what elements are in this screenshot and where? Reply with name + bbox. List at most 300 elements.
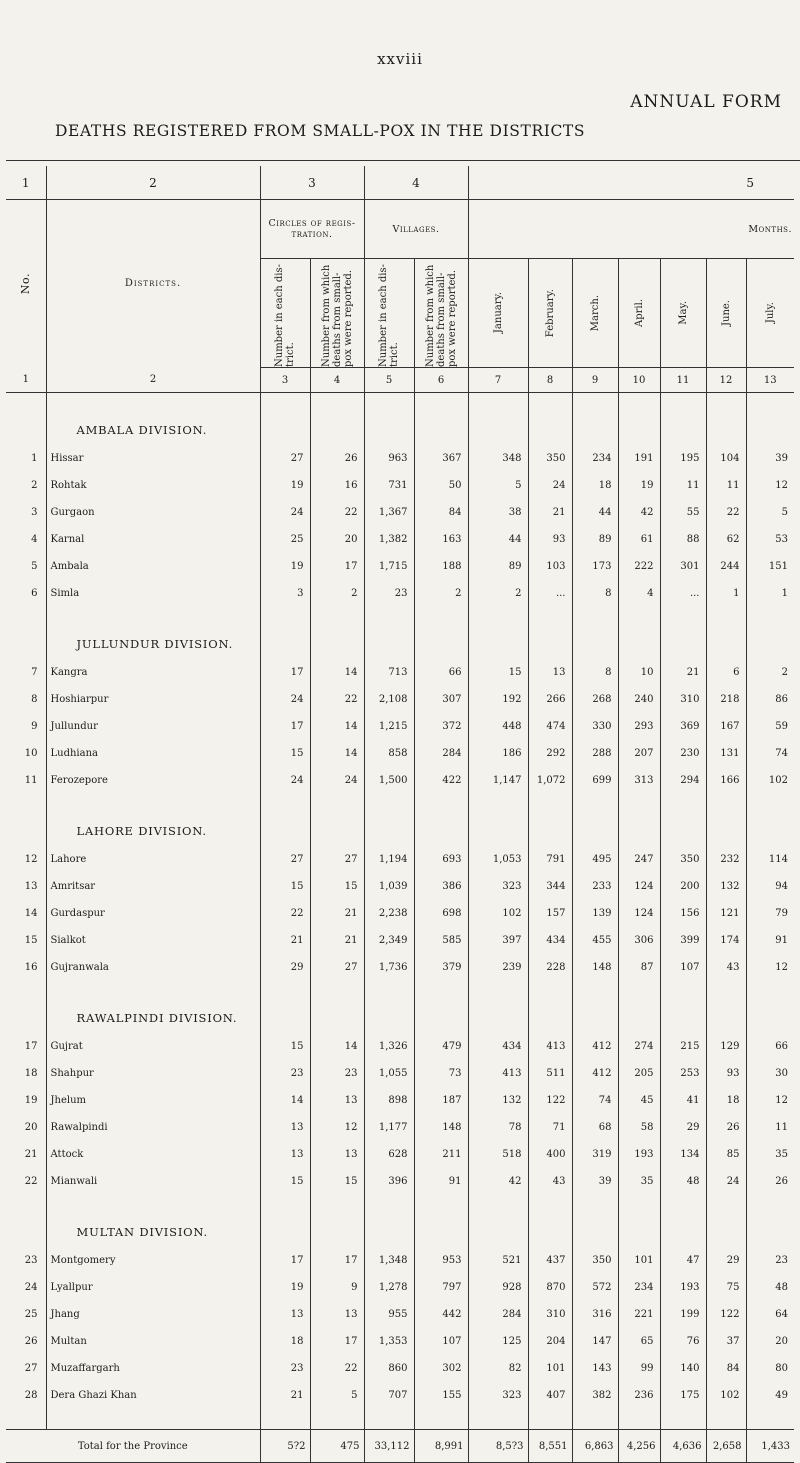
district-number: 19 [6,1087,46,1114]
district-name-text: Muzaffargarh [50,1363,120,1374]
value-cell: 963 [364,445,414,472]
value-cell: 422 [414,767,468,794]
month-value: 400 [528,1141,572,1168]
district-name-text: Montgomery [50,1255,116,1266]
district-name-text: Gujrat [50,1041,83,1052]
month-value: 48 [660,1168,706,1195]
spacer-cell [660,1409,706,1430]
division-spacer [414,794,468,846]
division-spacer [746,981,794,1033]
month-value: 8 [572,659,618,686]
district-number: 23 [6,1247,46,1274]
spacer-cell [414,1409,468,1430]
division-spacer [528,794,572,846]
month-value: 132 [468,1087,528,1114]
value-cell: 14 [310,740,364,767]
district-name [46,1301,260,1328]
month-value: 21 [660,659,706,686]
value-cell: 1,353 [364,1328,414,1355]
month-value: 207 [618,740,660,767]
value-cell: 9 [310,1274,364,1301]
month-value: 274 [618,1033,660,1060]
month-value: 292 [528,740,572,767]
value-cell: 18 [260,1328,310,1355]
district-number: 1 [6,445,46,472]
division-spacer [468,393,528,446]
spacer-cell [364,1409,414,1430]
division-spacer [6,607,46,659]
month-value: 572 [572,1274,618,1301]
month-value: 22 [706,499,746,526]
column-number: 12 [706,368,746,393]
month-value: 122 [706,1301,746,1328]
month-value: 10 [618,659,660,686]
month-value: 316 [572,1301,618,1328]
division-spacer [414,393,468,446]
month-value: 240 [618,686,660,713]
month-value: 288 [572,740,618,767]
district-name [46,1382,260,1409]
value-cell: 187 [414,1087,468,1114]
villages-deaths-header: Number from which deaths from small- pox were reported. [424,264,458,367]
circles-deaths-header: Number from which deaths from small- pox were reported. [320,264,354,367]
value-cell: 5 [310,1382,364,1409]
month-value: 350 [572,1247,618,1274]
month-value: 1 [781,588,788,599]
value-cell: 1,500 [364,767,414,794]
division-spacer [528,1195,572,1247]
month-header: June. [720,300,732,326]
district-number: 4 [6,526,46,553]
district-row [6,713,794,740]
month-value: 124 [618,900,660,927]
month-value: 1,072 [528,767,572,794]
value-cell: 13 [310,1301,364,1328]
total-month-value: 2,658 [706,1430,746,1463]
value-cell: 73 [414,1060,468,1087]
value-cell: 386 [414,873,468,900]
district-name [46,580,260,607]
division-row [6,1195,794,1247]
month-header-cell [660,259,706,368]
spacer-cell [468,1409,528,1430]
division-spacer [364,393,414,446]
month-value: ... [528,580,572,607]
group-number: 4 [364,166,468,200]
value-cell: 211 [414,1141,468,1168]
value-cell: 19 [260,472,310,499]
district-name [46,553,260,580]
spacer-cell [310,1409,364,1430]
month-value: 12 [775,962,788,973]
district-number: 7 [6,659,46,686]
spacer-cell [528,1409,572,1430]
district-name [46,900,260,927]
value-cell: 2 [414,580,468,607]
month-value: 330 [572,713,618,740]
district-name-text: Hissar [50,453,84,464]
subheader-cell [414,259,468,368]
value-cell: 713 [364,659,414,686]
district-row [6,900,794,927]
division-spacer [364,1195,414,1247]
subheader-cell [260,259,310,368]
district-number: 6 [6,580,46,607]
value-cell: 107 [414,1328,468,1355]
district-name-text: Jhang [50,1309,80,1320]
month-value: 156 [660,900,706,927]
value-cell: 1,326 [364,1033,414,1060]
value-cell: 24 [260,686,310,713]
district-number: 16 [6,954,46,981]
division-spacer [310,607,364,659]
month-value: 87 [618,954,660,981]
division-spacer [706,393,746,446]
total-month-value: 8,5?3 [468,1430,528,1463]
month-value: 2 [468,580,528,607]
total-label: Total for the Province [6,1430,260,1463]
month-value: 103 [528,553,572,580]
month-value: 18 [572,472,618,499]
district-number: 20 [6,1114,46,1141]
month-value: 20 [775,1336,788,1347]
no-header-cell [6,200,46,368]
division-spacer [364,607,414,659]
district-number: 25 [6,1301,46,1328]
division-spacer [618,981,660,1033]
month-value: 5 [781,507,788,518]
month-header-cell [706,259,746,368]
district-name-text: Amritsar [50,881,96,892]
value-cell: 372 [414,713,468,740]
division-name: RAWALPINDI DIVISION. [46,981,260,1033]
month-value: 18 [706,1087,746,1114]
district-row [6,1060,794,1087]
total-value: 33,112 [364,1430,414,1463]
district-name-text: Gurdaspur [50,908,105,919]
month-value: 24 [706,1168,746,1195]
month-value: 193 [618,1141,660,1168]
column-number: 4 [310,368,364,393]
month-value: 42 [468,1168,528,1195]
division-spacer [260,981,310,1033]
district-name-text: Jhelum [50,1095,86,1106]
month-value: 114 [768,854,788,865]
district-row [6,526,794,553]
district-row [6,1033,794,1060]
month-value: 55 [660,499,706,526]
value-cell: 21 [260,927,310,954]
month-value: 30 [775,1068,788,1079]
district-number: 2 [6,472,46,499]
value-cell: 14 [310,1033,364,1060]
month-value: 448 [468,713,528,740]
month-value: 2 [781,667,788,678]
month-value: 35 [775,1149,788,1160]
month-value: 93 [528,526,572,553]
spacer-cell [618,1409,660,1430]
month-header-cell [618,259,660,368]
month-value: 124 [618,873,660,900]
month-value: 301 [660,553,706,580]
division-spacer [260,607,310,659]
value-cell: 17 [260,659,310,686]
division-spacer [746,393,794,446]
subheader-cell [310,259,364,368]
month-value: 29 [706,1247,746,1274]
spacer-cell [572,1409,618,1430]
value-cell: 27 [310,954,364,981]
value-cell: 15 [260,1033,310,1060]
month-value: 413 [528,1033,572,1060]
district-row [6,846,794,873]
district-name [46,526,260,553]
spacer-cell [6,1409,46,1430]
value-cell: 1,715 [364,553,414,580]
value-cell: 1,194 [364,846,414,873]
division-spacer [528,981,572,1033]
month-value: 78 [468,1114,528,1141]
month-value: 44 [572,499,618,526]
month-value: 215 [660,1033,706,1060]
month-value: 132 [706,873,746,900]
district-number: 11 [6,767,46,794]
month-value: 45 [618,1087,660,1114]
page-number: xxviii [377,50,423,68]
district-row [6,445,794,472]
district-name [46,445,260,472]
month-value: 350 [528,445,572,472]
month-value: 1,053 [468,846,528,873]
value-cell: 585 [414,927,468,954]
spacer-cell [46,1409,260,1430]
month-value: 64 [775,1309,788,1320]
value-cell: 367 [414,445,468,472]
month-value: 75 [706,1274,746,1301]
month-value: 26 [706,1114,746,1141]
division-spacer [468,607,528,659]
district-name [46,1168,260,1195]
month-value: 140 [660,1355,706,1382]
month-value: 39 [572,1168,618,1195]
month-value: 89 [468,553,528,580]
month-value: 234 [572,445,618,472]
value-cell: 91 [414,1168,468,1195]
month-value: 101 [618,1247,660,1274]
month-value: 59 [775,721,788,732]
district-row [6,659,794,686]
month-value: 175 [660,1382,706,1409]
district-row [6,954,794,981]
division-spacer [660,607,706,659]
month-value: 266 [528,686,572,713]
value-cell: 14 [260,1087,310,1114]
month-value: 323 [468,1382,528,1409]
group-number-row [6,166,794,200]
month-value: 104 [706,445,746,472]
value-cell: 2,349 [364,927,414,954]
district-name [46,1141,260,1168]
district-name [46,767,260,794]
total-value: 5?2 [260,1430,310,1463]
month-value: 232 [706,846,746,873]
district-row [6,499,794,526]
district-row [6,1087,794,1114]
value-cell: 23 [364,580,414,607]
month-value: 79 [775,908,788,919]
month-value: 49 [775,1390,788,1401]
division-spacer [6,981,46,1033]
value-cell: 29 [260,954,310,981]
month-value: 157 [528,900,572,927]
month-value: 99 [618,1355,660,1382]
month-value: 413 [468,1060,528,1087]
total-month-value: 4,256 [618,1430,660,1463]
district-number: 12 [6,846,46,873]
month-value: 23 [775,1255,788,1266]
value-cell: 21 [310,927,364,954]
value-cell: 15 [310,1168,364,1195]
spacer-cell [260,1409,310,1430]
value-cell: 50 [414,472,468,499]
subheader-cell [364,259,414,368]
value-cell: 731 [364,472,414,499]
district-name-text: Ferozepore [50,775,108,786]
district-number: 27 [6,1355,46,1382]
month-value: 151 [768,561,788,572]
column-number: 2 [46,368,260,393]
value-cell: 1,348 [364,1247,414,1274]
value-cell: 707 [364,1382,414,1409]
division-spacer [746,1195,794,1247]
total-month-value: 8,551 [528,1430,572,1463]
value-cell: 302 [414,1355,468,1382]
villages-header: Villages. [364,200,468,259]
value-cell: 307 [414,686,468,713]
value-cell: 19 [260,553,310,580]
month-value: 5 [468,472,528,499]
division-spacer [6,393,46,446]
district-name [46,1328,260,1355]
district-row [6,580,794,607]
month-value: 344 [528,873,572,900]
division-spacer [618,607,660,659]
district-name [46,659,260,686]
district-name [46,1060,260,1087]
month-value: 94 [775,881,788,892]
column-number: 1 [6,368,46,393]
value-cell: 693 [414,846,468,873]
division-spacer [660,1195,706,1247]
month-value: 147 [572,1328,618,1355]
group-number: 3 [260,166,364,200]
month-value: 399 [660,927,706,954]
division-spacer [310,981,364,1033]
district-row [6,1274,794,1301]
value-cell: 163 [414,526,468,553]
value-cell: 16 [310,472,364,499]
month-value: 397 [468,927,528,954]
month-value: 43 [706,954,746,981]
column-number: 11 [660,368,706,393]
district-row [6,1247,794,1274]
value-cell: 1,736 [364,954,414,981]
value-cell: 698 [414,900,468,927]
district-name [46,846,260,873]
value-cell: 1,382 [364,526,414,553]
month-header: May. [677,301,689,325]
month-value: 474 [528,713,572,740]
month-value: 88 [660,526,706,553]
district-name [46,954,260,981]
month-value: 195 [660,445,706,472]
month-value: 29 [660,1114,706,1141]
division-spacer [468,794,528,846]
table-title: DEATHS REGISTERED FROM SMALL-POX IN THE DISTRICTS [55,122,586,140]
division-spacer [746,607,794,659]
division-name: AMBALA DIVISION. [46,393,260,446]
division-spacer [572,794,618,846]
value-cell: 13 [260,1114,310,1141]
month-value: 4 [618,580,660,607]
month-value: 407 [528,1382,572,1409]
month-value: 205 [618,1060,660,1087]
district-name [46,927,260,954]
division-spacer [706,1195,746,1247]
month-value: 412 [572,1033,618,1060]
group-number: 1 [6,166,46,200]
column-number: 7 [468,368,528,393]
value-cell: 13 [260,1301,310,1328]
month-value: 434 [468,1033,528,1060]
value-cell: 2,238 [364,900,414,927]
month-value: 236 [618,1382,660,1409]
months-header: Months. [468,200,794,259]
value-cell: 27 [260,445,310,472]
value-cell: 1,367 [364,499,414,526]
month-value: 244 [706,553,746,580]
value-cell: 26 [310,445,364,472]
district-name-text: Sialkot [50,935,86,946]
month-value: 221 [618,1301,660,1328]
month-value: 91 [775,935,788,946]
district-number: 24 [6,1274,46,1301]
value-cell: 17 [310,1328,364,1355]
circles-header: Circles of regis- tration. [260,200,364,259]
month-value: 93 [706,1060,746,1087]
division-spacer [260,794,310,846]
district-name [46,873,260,900]
value-cell: 284 [414,740,468,767]
value-cell: 858 [364,740,414,767]
month-value: 455 [572,927,618,954]
column-number: 10 [618,368,660,393]
district-row [6,1301,794,1328]
column-number: 5 [364,368,414,393]
month-value: 230 [660,740,706,767]
value-cell: 24 [260,767,310,794]
month-value: 11 [660,472,706,499]
division-spacer [706,981,746,1033]
district-name-text: Jullundur [50,721,98,732]
division-spacer [260,393,310,446]
month-value: 48 [775,1282,788,1293]
district-row [6,1168,794,1195]
value-cell: 188 [414,553,468,580]
district-number: 17 [6,1033,46,1060]
month-value: 191 [618,445,660,472]
month-value: 348 [468,445,528,472]
